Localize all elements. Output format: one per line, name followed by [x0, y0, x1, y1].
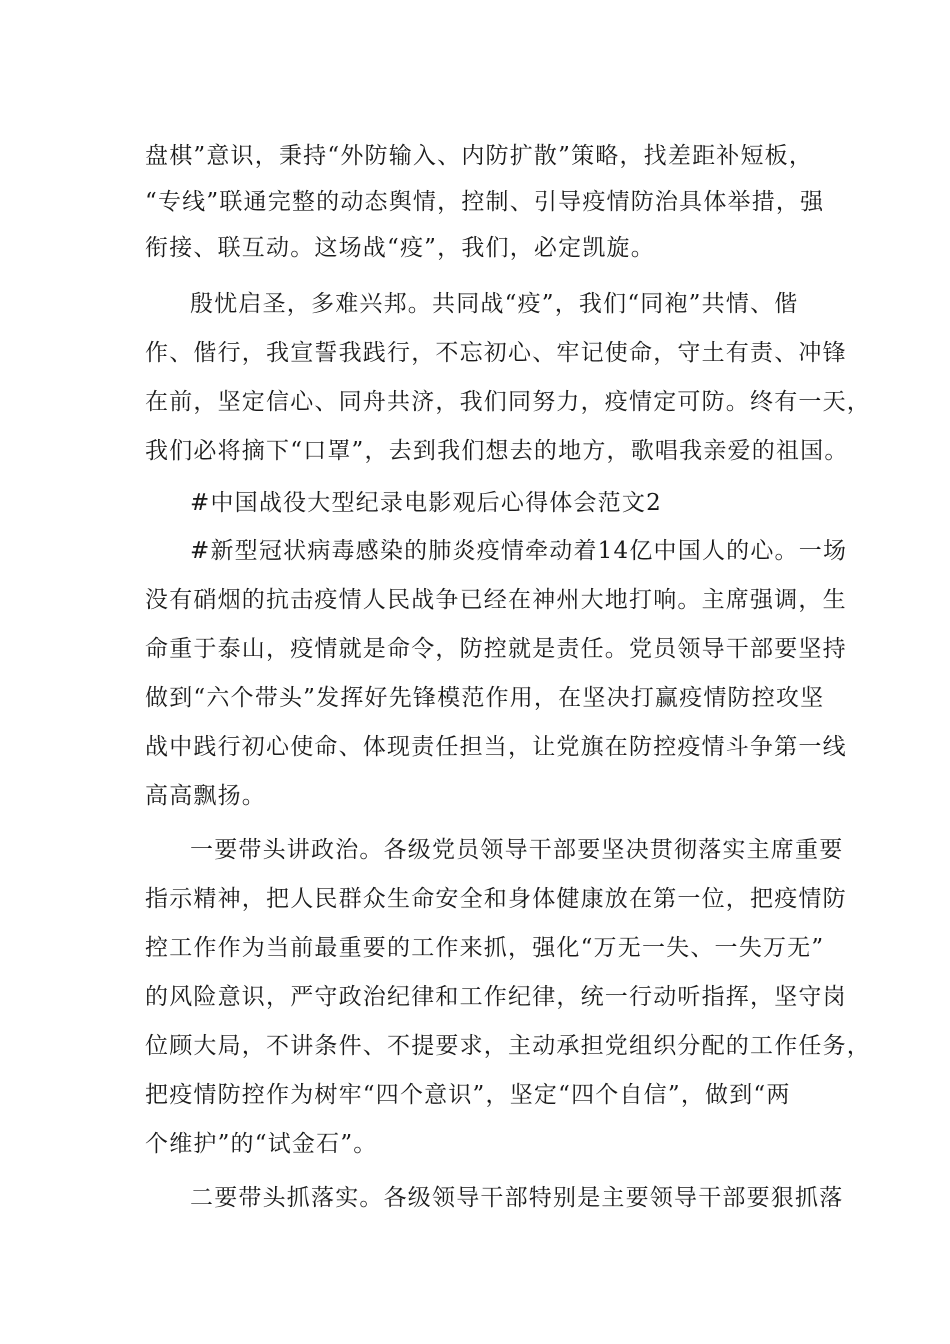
text-line: 做到“六个带头”发挥好先锋模范作用，在坚决打赢疫情防控攻坚: [145, 685, 825, 711]
text-line: 作、偕行，我宣誓我践行，不忘初心、牢记使命，守土有责、冲锋: [145, 340, 847, 366]
text-line: 盘棋”意识，秉持“外防输入、内防扩散”策略，找差距补短板，: [145, 143, 814, 169]
text-line: 的风险意识，严守政治纪律和工作纪律，统一行动听指挥，坚守岗: [145, 984, 847, 1010]
text-line: 把疫情防控作为树牢“四个意识”，坚定“四个自信”，做到“两: [145, 1082, 791, 1108]
text-line: #新型冠状病毒感染的肺炎疫情牵动着14亿中国人的心。一场: [190, 538, 848, 564]
text-line: 个维护”的“试金石”。: [145, 1131, 378, 1157]
text-line: 在前，坚定信心、同舟共济，我们同努力，疫情定可防。终有一天，: [145, 389, 871, 415]
text-line: 控工作作为当前最重要的工作来抓，强化“万无一失、一失万无”: [145, 935, 825, 961]
text-line: 衔接、联互动。这场战“疫”，我们，必定凯旋。: [145, 235, 655, 261]
text-line: 我们必将摘下“口罩”，去到我们想去的地方，歌唱我亲爱的祖国。: [145, 438, 849, 464]
text-line: “专线”联通完整的动态舆情，控制、引导疫情防治具体举措，强: [145, 189, 825, 215]
text-line: 没有硝烟的抗击疫情人民战争已经在神州大地打响。主席强调，生: [145, 587, 847, 613]
text-line: 命重于泰山，疫情就是命令，防控就是责任。党员领导干部要坚持: [145, 636, 847, 662]
text-line: 殷忧启圣，多难兴邦。共同战“疫”，我们“同袍”共情、偕: [190, 291, 799, 317]
text-line: 指示精神，把人民群众生命安全和身体健康放在第一位，把疫情防: [145, 886, 847, 912]
text-line: 一要带头讲政治。各级党员领导干部要坚决贯彻落实主席重要: [190, 837, 844, 863]
text-line: 位顾大局，不讲条件、不提要求，主动承担党组织分配的工作任务，: [145, 1033, 871, 1059]
text-line: 战中践行初心使命、体现责任担当，让党旗在防控疫情斗争第一线: [145, 734, 847, 760]
section-heading: #中国战役大型纪录电影观后心得体会范文2: [190, 490, 662, 516]
text-line: 二要带头抓落实。各级领导干部特别是主要领导干部要狠抓落: [190, 1185, 844, 1211]
text-line: 高高飘扬。: [145, 783, 266, 809]
